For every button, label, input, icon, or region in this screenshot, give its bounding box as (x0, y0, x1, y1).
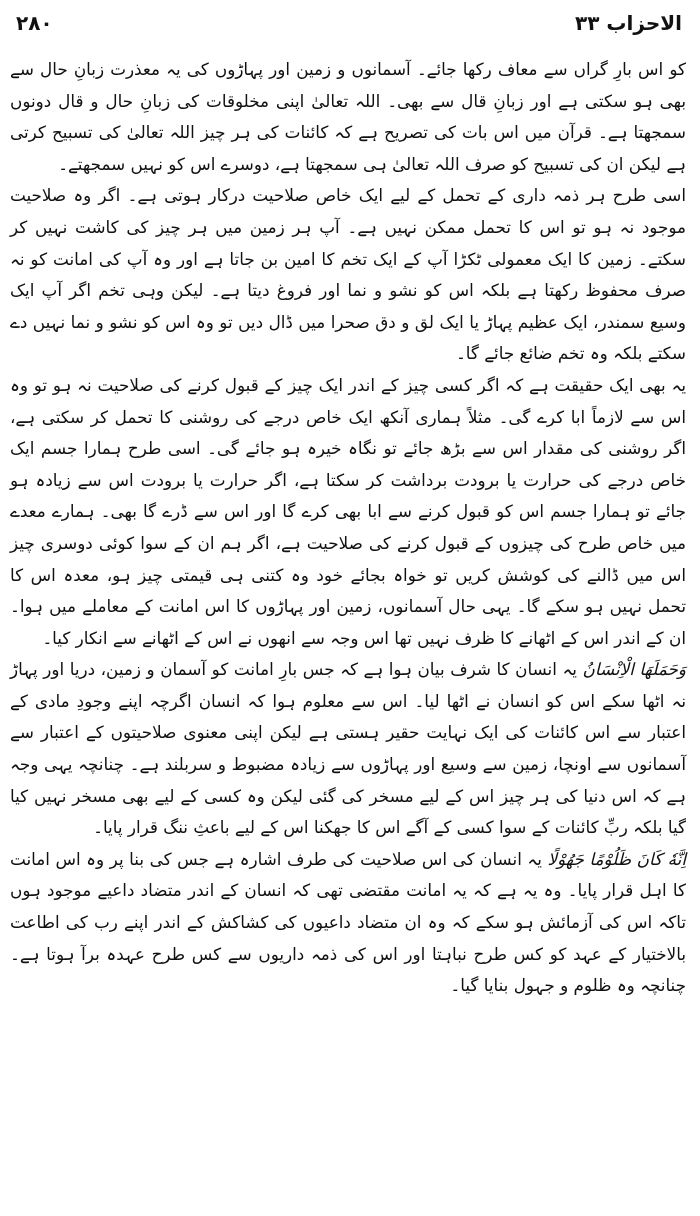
paragraph-text: یہ بھی ایک حقیقت ہے کہ اگر کسی چیز کے اندر ایک چیز کے قبول کرنے کی صلاحیت نہ ہو تو وہ اس سے لازماً ابا کرے گی۔ مثلاً ہماری آنکھ ایک خاص درجے کی روشنی کا تحمل کر سکتی ہے، اگر روشنی کی مقدار اس سے بڑھ جائے تو نگاہ خیرہ ہو جائے گی۔ اسی طرح ہمارا جسم ایک خاص درجے کی حرارت یا برودت برداشت کر سکتا ہے، اگر حرارت یا برودت اس سے زیادہ ہو جائے تو ہمارا جسم اس کو قبول کرنے سے ابا بھی کرے گا اور اس سے ڈرے گا بھی۔ ہمارے معدے میں خاص طرح کی چیزوں کے قبول کرنے کی صلاحیت ہے، اگر ہم ان کے سوا کوئی دوسری چیز اس میں ڈالنے کی کوشش کریں تو خواہ بجائے خود وہ کتنی ہی قیمتی چیز ہو، معدہ اس کا تحمل نہیں ہو سکے گا۔ یہی حال آسمانوں، زمین اور پہاڑوں کا اس امانت کے معاملے میں ہوا۔ ان کے اندر اس کے اٹھانے کا ظرف نہیں تھا اس وجہ سے انھوں نے اس کے اٹھانے سے انکار کیا۔ (10, 374, 686, 648)
quranic-phrase: وَحَمَلَهَا الْاِنْسَانُ (582, 659, 687, 680)
commentary-body (10, 54, 686, 1002)
paragraph-text: یہ انسان کی اس صلاحیت کی طرف اشارہ ہے جس کی بنا پر وہ اس امانت کا اہل قرار پایا۔ وہ یہ ہے کہ یہ امانت مقتضی تھی کہ انسان کے اندر متضاد داعیے موجود ہوں تاکہ اس کی آزمائش ہو سکے کہ وہ ان متضاد داعیوں کی کشاکش کے اندر اپنے رب کی اطاعت بالاختیار کے عہد کو کس طرح نباہتا اور اس کی ذمہ داریوں سے کس طرح عہدہ برآ ہوتا ہے۔ چنانچہ وہ ظلوم و جہول بنایا گیا۔ (10, 848, 686, 996)
paragraph-1 (10, 54, 686, 180)
paragraph-text: کو اس بارِ گراں سے معاف رکھا جائے۔ آسمانوں و زمین اور پہاڑوں کی یہ معذرت زبانِ حال سے بھی ہو سکتی ہے اور زبانِ قال سے بھی۔ اللہ تعالیٰ اپنی مخلوقات کی زبانِ حال و قال دونوں سمجھتا ہے۔ قرآن میں اس بات کی تصریح ہے کہ کائنات کی ہر چیز اللہ تعالیٰ کی تسبیح کرتی ہے لیکن ان کی تسبیح کو صرف اللہ تعالیٰ ہی سمجھتا ہے، دوسرے اس کو نہیں سمجھتے۔ (10, 59, 686, 174)
running-title: الاحزاب ۳۳ (575, 11, 682, 35)
quranic-phrase: اِنَّهٗ كَانَ ظَلُوْمًا جَهُوْلًا (547, 848, 686, 869)
paragraph-2 (10, 180, 686, 370)
page-number: ۲۸۰ (16, 11, 53, 35)
paragraph-text: اسی طرح ہر ذمہ داری کے تحمل کے لیے ایک خاص صلاحیت درکار ہوتی ہے۔ اگر وہ صلاحیت موجود نہ ہو تو اس کا تحمل ممکن نہیں ہے۔ آپ ہر زمین میں ہر چیز کی کاشت نہیں کر سکتے۔ زمین کا ایک معمولی ٹکڑا آپ کے ایک تخم کا امین بن جاتا ہے اور وہ آپ کی امانت کو نہ صرف محفوظ رکھتا ہے بلکہ اس کو نشو و نما اور فروغ دیتا ہے۔ لیکن وہی تخم اگر آپ ایک وسیع سمندر، ایک عظیم پہاڑ یا ایک لق و دق صحرا میں ڈال دیں تو وہ اس کو نشو و نما نہیں دے سکتے بلکہ وہ تخم ضائع جائے گا۔ (10, 185, 686, 364)
paragraph-5 (10, 844, 686, 1002)
paragraph-4 (10, 654, 686, 844)
paragraph-3 (10, 370, 686, 654)
page-header (10, 8, 686, 38)
paragraph-text: یہ انسان کا شرف بیان ہوا ہے کہ جس بارِ امانت کو آسمان و زمین، دریا اور پہاڑ نہ اٹھا سکے اس کو انسان نے اٹھا لیا۔ اس سے معلوم ہوا کہ انسان اگرچہ اپنے وجودِ مادی کے اعتبار سے اس کائنات کی ایک نہایت حقیر ہستی ہے لیکن اپنی معنوی صلاحیتوں کے اعتبار سے آسمانوں سے اونچا، زمین سے وسیع اور پہاڑوں سے زیادہ مضبوط و سربلند ہے۔ چنانچہ یہی وجہ ہے کہ اس دنیا کی ہر چیز اس کے لیے مسخر کی گئی لیکن وہ کسی کے لیے بھی مسخر نہیں کیا گیا بلکہ ربِّ کائنات کے سوا کسی کے آگے اس کا جھکنا اس کے لیے باعثِ ننگ قرار پایا۔ (10, 659, 686, 838)
